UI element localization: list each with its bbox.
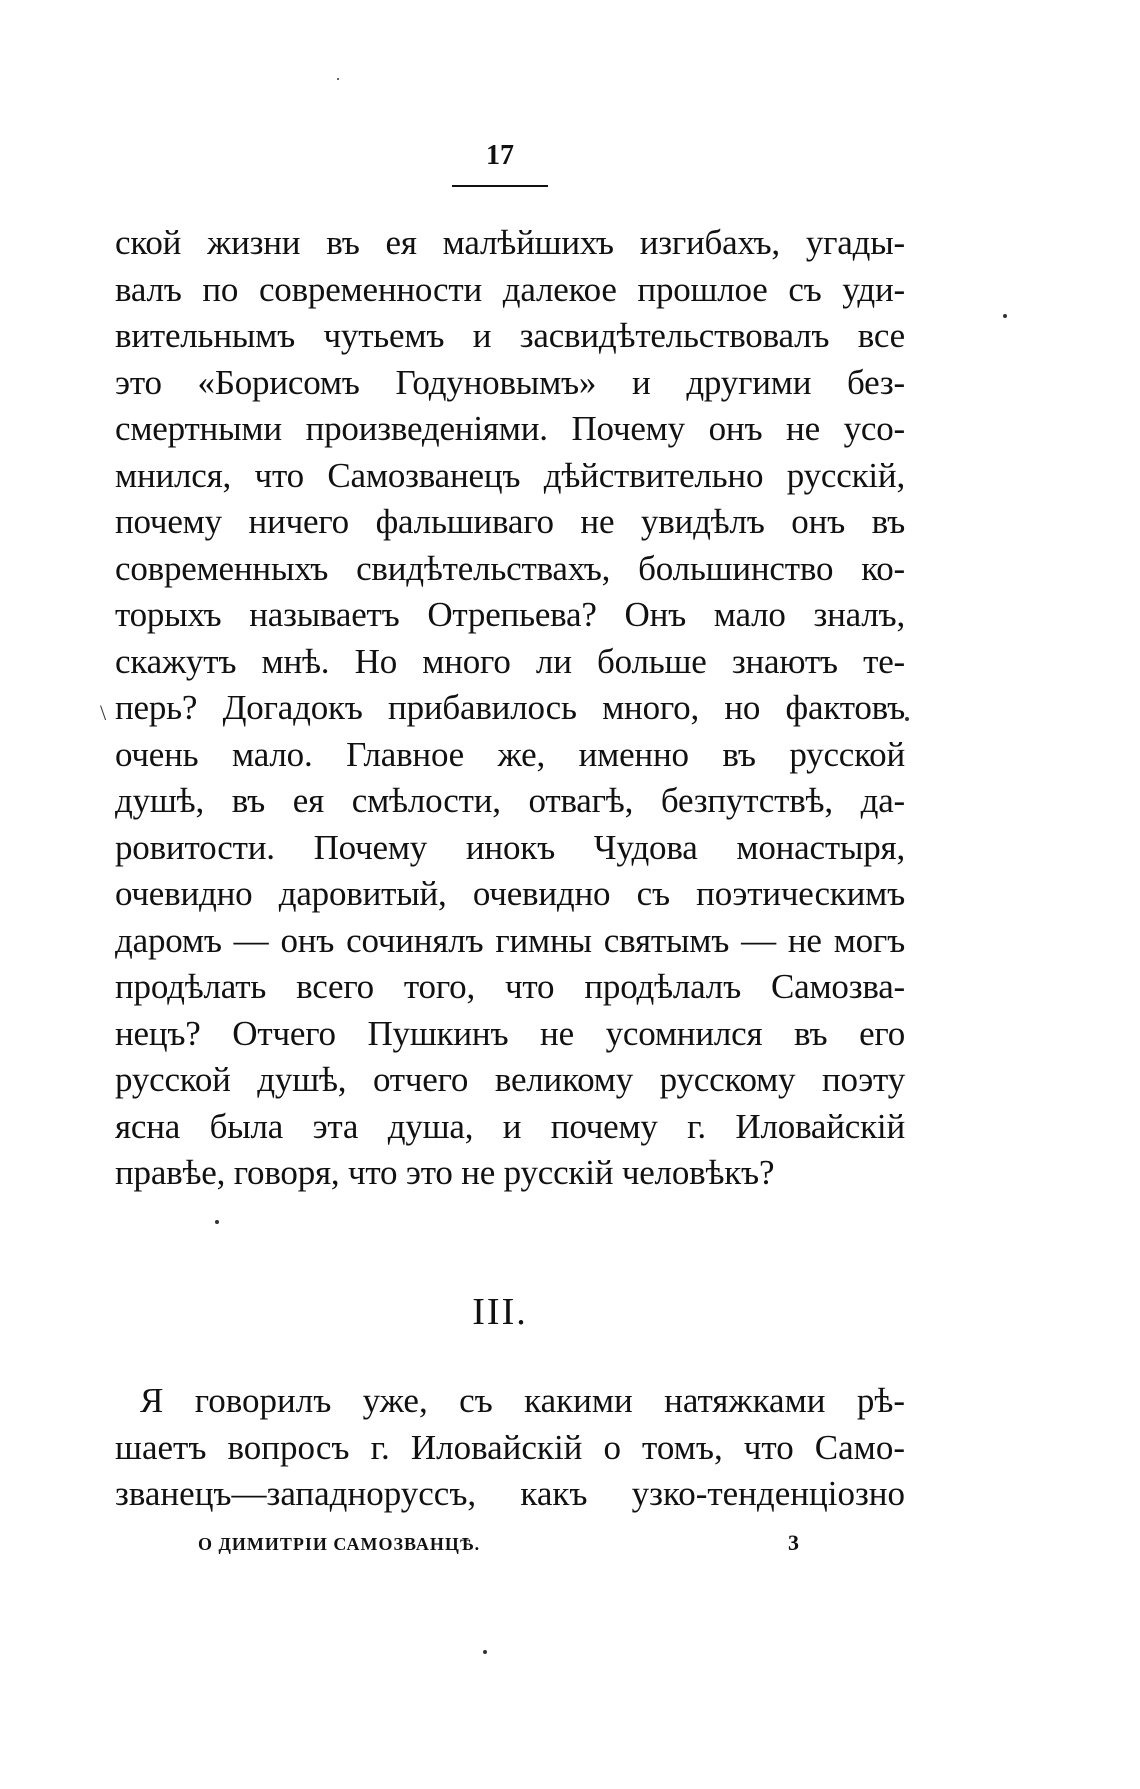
body-line: почему ничего фальшиваго не увидѣлъ онъ въ bbox=[115, 502, 905, 541]
body-line: торыхъ называетъ Отрепьева? Онъ мало зналъ, bbox=[115, 595, 905, 634]
body-line: душѣ, въ ея смѣлости, отвагѣ, безпутствѣ, да- bbox=[115, 781, 905, 820]
page-number-rule bbox=[452, 185, 548, 187]
body-line: это «Борисомъ Годуновымъ» и другими без- bbox=[115, 362, 905, 402]
footer-sheet-number: 3 bbox=[788, 1530, 799, 1555]
print-speck-icon bbox=[215, 1220, 219, 1224]
body-line: нецъ? Отчего Пушкинъ не усомнился въ его bbox=[115, 1013, 905, 1053]
body-line: ясна была эта душа, и почему г. Иловайскій bbox=[115, 1106, 905, 1146]
body-line: валъ по современности далекое прошлое съ уди- bbox=[115, 269, 905, 309]
body-text bbox=[115, 220, 905, 1197]
body-line: вительнымъ чутьемъ и засвидѣтельствовалъ все bbox=[115, 316, 905, 355]
print-speck-icon bbox=[905, 717, 909, 721]
body-line: очень мало. Главное же, именно въ русской bbox=[115, 734, 905, 774]
body-line: ровитости. Почему инокъ Чудова монастыря, bbox=[115, 827, 905, 867]
page-number: 17 bbox=[486, 140, 514, 171]
section-heading: III. bbox=[472, 1291, 528, 1333]
body-line: скажутъ мнѣ. Но много ли больше знаютъ те- bbox=[115, 641, 905, 681]
body-line: ской жизни въ ея малѣйшихъ изгибахъ, угады- bbox=[115, 223, 905, 262]
body-line: мнился, что Самозванецъ дѣйствительно русскій, bbox=[115, 455, 905, 495]
print-speck-icon bbox=[1003, 314, 1007, 318]
body-line: современныхъ свидѣтельствахъ, большинство ко- bbox=[115, 548, 905, 588]
footer-signature: О ДИМИТРІИ САМОЗВАНЦѢ. bbox=[198, 1534, 481, 1554]
margin-mark-icon: \ bbox=[100, 700, 107, 725]
print-speck-icon bbox=[337, 78, 339, 80]
body-line: продѣлать всего того, что продѣлалъ Самозва- bbox=[115, 967, 905, 1006]
section-text bbox=[115, 1378, 905, 1518]
section-line: Я говорилъ уже, съ какими натяжками рѣ- bbox=[140, 1381, 905, 1420]
section-line: шаетъ вопросъ г. Иловайскій о томъ, что Само- bbox=[115, 1427, 905, 1467]
print-speck-icon bbox=[483, 1650, 487, 1654]
body-line: смертными произведеніями. Почему онъ не усо- bbox=[115, 409, 905, 448]
body-line: даромъ — онъ сочинялъ гимны святымъ — не могъ bbox=[115, 920, 905, 960]
body-line: перь? Догадокъ прибавилось много, но фактовъ bbox=[115, 688, 905, 727]
body-line: правѣе, говоря, что это не русскій человѣкъ? bbox=[115, 1153, 775, 1192]
section-line: званецъ—западноруссъ, какъ узко-тенденціозно bbox=[115, 1474, 905, 1513]
body-line: очевидно даровитый, очевидно съ поэтическимъ bbox=[115, 874, 905, 913]
body-line: русской душѣ, отчего великому русскому поэту bbox=[115, 1060, 905, 1099]
